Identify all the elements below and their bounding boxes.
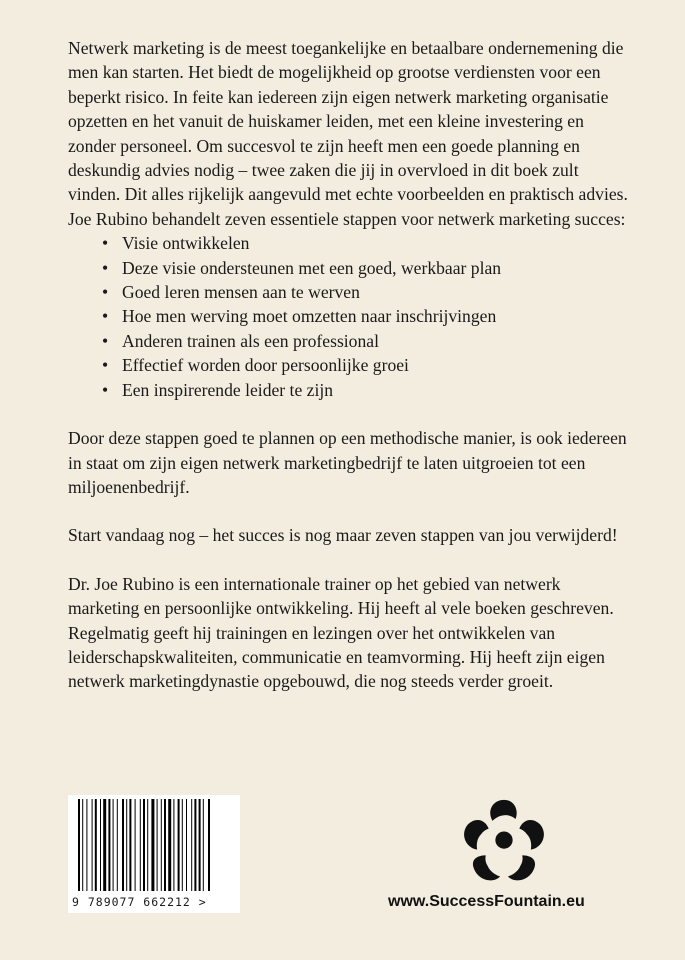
- barcode-bar: [92, 799, 93, 891]
- barcode-bar: [95, 799, 97, 891]
- barcode-bar: [122, 799, 124, 891]
- barcode-bar: [135, 799, 136, 891]
- list-item: • Effectief worden door persoonlijke groei: [102, 353, 628, 377]
- barcode-bar: [113, 799, 114, 891]
- barcode-bar: [208, 799, 210, 891]
- barcode-digits: 9 789077 662212 >: [72, 895, 207, 909]
- barcode-bar: [86, 799, 87, 891]
- intro-paragraph: Netwerk marketing is de meest toegankelijke en betaalbare ondernemening die men kan starten. Het biedt de mogelijkheid op grootse verdiensten voor een beperkt risico. In feite kan iedereen zijn eigen netwerk marketing organisatie opzetten en het vanuit de huiskamer leiden, met een kleine investering en zonder personeel. Om succesvol te zijn heeft men een goede planning en deskundig advies nodig – twee zaken die jij in overvloed in dit boek zult vinden. Dit alles rijkelijk aangevuld met echte voorbeelden en praktisch advies. Joe Rubino behandelt zeven essentiele stappen voor netwerk marketing succes:: [68, 38, 628, 229]
- steps-list: [68, 231, 628, 402]
- barcode-bar: [178, 799, 180, 891]
- barcode-bar: [173, 799, 174, 891]
- barcode-bar: [117, 799, 118, 891]
- barcode-bar: [78, 799, 80, 891]
- barcode-bar: [126, 799, 127, 891]
- barcode-bar: [140, 799, 141, 891]
- barcode-bar: [108, 799, 110, 891]
- barcode-bar: [147, 799, 148, 891]
- barcode-bar: [129, 799, 131, 891]
- list-item: • Hoe men werving moet omzetten naar inschrijvingen: [102, 304, 628, 328]
- barcode-bar: [182, 799, 183, 891]
- list-item: • Visie ontwikkelen: [102, 231, 628, 255]
- list-item: • Een inspirerende leider te zijn: [102, 378, 628, 402]
- start-paragraph: Start vandaag nog – het succes is nog maar zeven stappen van jou verwijderd!: [68, 525, 618, 546]
- barcode-bar: [82, 799, 83, 891]
- barcode-bar: [191, 799, 192, 891]
- barcode-bars: [68, 795, 240, 895]
- barcode-bar: [161, 799, 162, 891]
- barcode-bar: [203, 799, 204, 891]
- barcode-bar: [194, 799, 196, 891]
- barcode-bar: [151, 799, 154, 891]
- back-cover-text: [68, 36, 628, 694]
- barcode-bar: [100, 799, 101, 891]
- fountain-flower-logo-icon: [456, 796, 552, 888]
- barcode-bar: [168, 799, 171, 891]
- barcode-bar: [199, 799, 201, 891]
- plan-paragraph: Door deze stappen goed te plannen op een methodische manier, is ook iedereen in staat om zijn eigen netwerk marketingbedrijf te laten uitgroeien tot een miljoenenbedrijf.: [68, 428, 627, 497]
- isbn-barcode: [68, 795, 240, 913]
- barcode-bar: [143, 799, 145, 891]
- barcode-bar: [103, 799, 106, 891]
- list-item: • Deze visie ondersteunen met een goed, werkbaar plan: [102, 256, 628, 280]
- barcode-bar: [157, 799, 158, 891]
- website-url: www.SuccessFountain.eu: [388, 893, 585, 910]
- author-paragraph: Dr. Joe Rubino is een internationale trainer op het gebied van netwerk marketing en persoonlijke ontwikkeling. Hij heeft al vele boeken geschreven. Regelmatig geeft hij trainingen en lezingen over het ontwikkelen van leiderschapskwaliteiten, communicatie en teamvorming. Hij heeft zijn eigen netwerk marketingdynastie opgebouwd, die nog steeds verder groeit.: [68, 573, 614, 692]
- barcode-bar: [164, 799, 166, 891]
- list-item: • Anderen trainen als een professional: [102, 329, 628, 353]
- barcode-bar: [186, 799, 187, 891]
- list-item: • Goed leren mensen aan te werven: [102, 280, 628, 304]
